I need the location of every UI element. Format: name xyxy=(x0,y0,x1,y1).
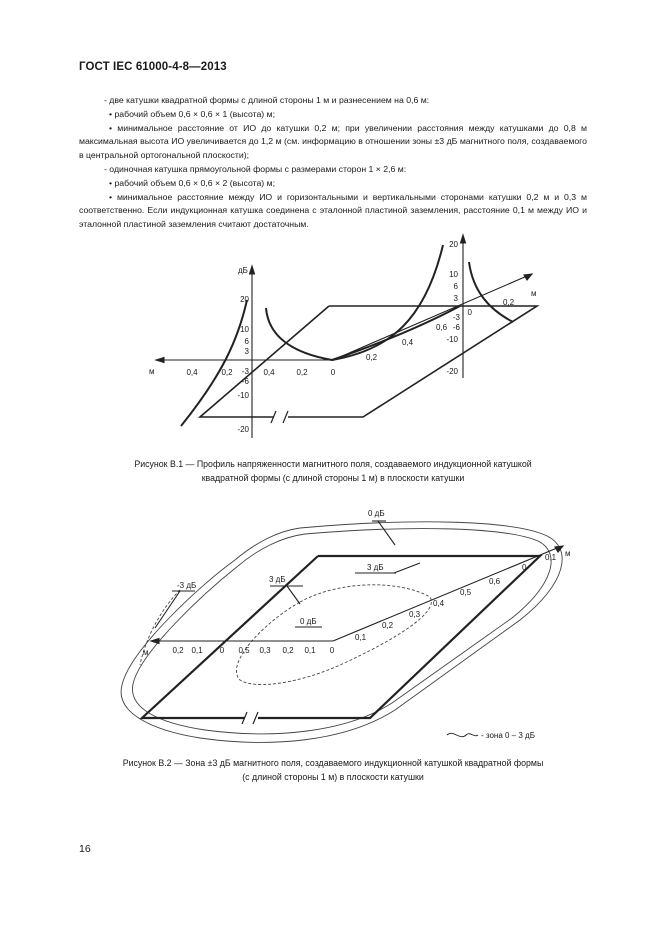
zone-label: 0 дБ xyxy=(300,617,317,626)
diag-axis-unit: м xyxy=(531,289,537,298)
diag-axis-tick-label: 0,4 xyxy=(402,338,414,347)
right-axis-tick-label: 3 xyxy=(453,294,458,303)
right-axis-tick-label: -3 xyxy=(452,313,460,322)
x-axis-tick-label: 0,4 xyxy=(186,368,198,377)
zone-label: 0 дБ xyxy=(368,509,385,518)
paragraph: • рабочий объем 0,6 × 0,6 × 1 (высота) м; xyxy=(109,108,275,119)
inner-3db-contour xyxy=(236,585,431,685)
right-axis-tick-label: 0 xyxy=(467,308,472,317)
x-axis-tick-label: 0,5 xyxy=(238,646,250,655)
caption-line: Рисунок В.2 — Зона ±3 дБ магнитного поля, создаваемого индукционной катушкой квадратной формы xyxy=(122,758,544,768)
right-axis-tick-label: -6 xyxy=(452,323,460,332)
left-axis-tick-label: 10 xyxy=(240,325,249,334)
diag-axis-tick-label: 0,1 xyxy=(355,633,367,642)
right-axis-tick-label: -10 xyxy=(446,335,458,344)
diag-axis-tick-label: 0,6 xyxy=(436,323,448,332)
x-axis-tick-label: 0,3 xyxy=(259,646,271,655)
x-axis-tick-label: 0,1 xyxy=(304,646,316,655)
leader-line xyxy=(287,586,300,604)
diag-axis-tick-label: 0 xyxy=(522,563,527,572)
legend-label: - зона 0 – 3 дБ xyxy=(481,731,535,740)
leader-line xyxy=(378,521,395,545)
right-axis-tick-label: 20 xyxy=(449,240,458,249)
zone-label: 3 дБ xyxy=(367,563,384,572)
zone-label: 3 дБ xyxy=(269,575,286,584)
diag-axis-tick-label: 0,2 xyxy=(382,621,394,630)
left-axis-tick-label: 6 xyxy=(244,337,249,346)
diag-axis-tick-label: 0,2 xyxy=(503,298,515,307)
x-axis-tick-label: 0,2 xyxy=(296,368,308,377)
left-axis-unit: дБ xyxy=(238,266,248,275)
diag-axis-tick-label: 0,1 xyxy=(545,553,557,562)
caption-line: Рисунок В.1 — Профиль напряженности магнитного поля, создаваемого индукционной катушкой xyxy=(134,459,532,469)
caption-line: (с длиной стороны 1 м) в плоскости катушки xyxy=(242,771,424,782)
x-axis-tick-label: 0,2 xyxy=(172,646,184,655)
page-number: 16 xyxy=(79,843,91,855)
paragraph: • рабочий объем 0,6 × 0,6 × 2 (высота) м; xyxy=(109,177,275,188)
diag-axis xyxy=(333,548,557,641)
left-axis-tick-label: 3 xyxy=(244,347,249,356)
diag-axis-tick-label: 0,6 xyxy=(489,577,501,586)
paragraph: • минимальное расстояние от ИО до катушки 0,2 м; при увеличении расстояния между катушками до 0,8 м максимальная высота ИО увеличивается до 1,2 м (см. информацию в отношении зоны ±3 дБ магнитного поля, создаваемого в центральной ортогональной плоскости); xyxy=(79,122,587,161)
left-axis-tick-label: -3 xyxy=(241,367,249,376)
diag-axis-tick-label: 0,3 xyxy=(409,610,421,619)
left-axis-tick-label: -10 xyxy=(237,391,249,400)
right-axis-tick-label: 10 xyxy=(449,270,458,279)
paragraph: • минимальное расстояние между ИО и горизонтальными и вертикальными сторонами катушки 0,2 м и 0,3 м соответственно. Если индукционная катушка соединена с эталонной пластиной заземления, расстояние 0,1 м между ИО и эталонной пластиной заземления считают достаточным. xyxy=(79,191,587,230)
left-axis-tick-label: 20 xyxy=(240,295,249,304)
diag-axis-unit: м xyxy=(565,549,571,558)
diag-axis-tick-label: 0,2 xyxy=(366,353,378,362)
x-axis-tick-label: 0,1 xyxy=(191,646,203,655)
x-axis-unit: м xyxy=(143,648,149,657)
paragraph: - одиночная катушка прямоугольной формы с размерами сторон 1 × 2,6 м: xyxy=(104,163,407,174)
x-axis-tick-label: 0,4 xyxy=(263,368,275,377)
caption-line: квадратной формы (с длиной стороны 1 м) в плоскости катушки xyxy=(201,472,465,483)
legend-swatch xyxy=(447,733,478,736)
x-axis-tick-label: 0,2 xyxy=(282,646,294,655)
document-header: ГОСТ IEC 61000-4-8—2013 xyxy=(79,61,227,73)
arrow-icon xyxy=(555,546,563,552)
x-axis-tick-label: 0 xyxy=(219,646,225,655)
leader-line xyxy=(394,563,420,573)
right-axis-tick-label: 6 xyxy=(453,282,458,291)
left-axis-tick-label: -20 xyxy=(237,425,249,434)
zone-label: -3 дБ xyxy=(177,581,197,590)
paragraph: - две катушки квадратной формы с длиной стороны 1 м и разнесением на 0,6 м: xyxy=(104,95,430,105)
left-axis-tick-label: -6 xyxy=(241,377,249,386)
diag-axis-tick-label: 0,5 xyxy=(460,588,472,597)
x-axis-tick-label: 0 xyxy=(330,368,336,377)
right-axis-tick-label: -20 xyxy=(446,367,458,376)
x-axis-tick-label: 0 xyxy=(329,646,335,655)
figure-2-caption xyxy=(79,757,587,784)
zone-inner-contour xyxy=(132,529,551,734)
x-axis-unit: м xyxy=(149,367,155,376)
diag-axis-tick-label: 0,4 xyxy=(433,599,445,608)
coil-gap xyxy=(242,712,258,724)
x-axis-tick-label: 0,2 xyxy=(221,368,233,377)
arrow-icon xyxy=(151,639,159,644)
